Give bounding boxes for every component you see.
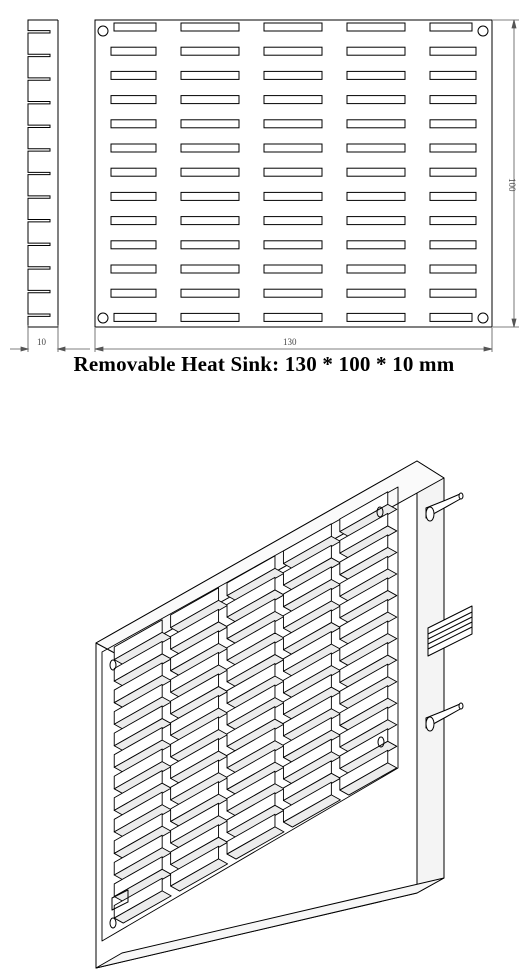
fin-slot <box>264 96 322 104</box>
fin-slot <box>181 96 239 104</box>
fin-slot <box>264 192 322 200</box>
mount-hole-top-left <box>98 26 108 36</box>
fin-slot <box>347 96 405 104</box>
thickness-label: 10 <box>37 337 46 347</box>
fin-slot <box>111 217 156 225</box>
fin-slots <box>111 23 476 321</box>
fin-slot <box>181 144 239 152</box>
fin-slot <box>181 313 239 321</box>
fin-slot <box>264 168 322 176</box>
fin-slot <box>114 23 156 31</box>
fin-slot <box>111 96 156 104</box>
side-view <box>28 20 58 327</box>
fin-slot <box>181 241 239 249</box>
fin-slot <box>347 265 405 273</box>
fin-slot <box>181 23 239 31</box>
fin-slot <box>111 265 156 273</box>
fin-slot <box>430 289 476 297</box>
fin-slot <box>430 217 476 225</box>
fin-slot <box>430 23 472 31</box>
mount-hole-bottom-left <box>98 313 108 323</box>
fin-slot <box>264 241 322 249</box>
fin-slot <box>111 192 156 200</box>
fin-slot <box>430 241 476 249</box>
fin-slot <box>430 47 476 55</box>
fin-slot <box>181 47 239 55</box>
fin-slot <box>181 265 239 273</box>
fin-slot <box>181 217 239 225</box>
side-view-profile <box>28 20 58 327</box>
fin-slot <box>264 289 322 297</box>
thickness-dimension <box>10 325 90 352</box>
height-label: 100 <box>507 178 517 192</box>
fin-slot <box>181 120 239 128</box>
fin-slot <box>111 71 156 79</box>
fin-slot <box>111 289 156 297</box>
fin-slot <box>430 192 476 200</box>
fin-slot <box>111 241 156 249</box>
front-view <box>95 20 492 327</box>
mount-hole-top-right <box>478 26 488 36</box>
fin-slot <box>264 217 322 225</box>
isometric-view <box>96 461 472 968</box>
fin-slot <box>430 265 476 273</box>
fin-slot <box>114 313 156 321</box>
fin-slot <box>264 47 322 55</box>
fin-slot <box>111 120 156 128</box>
fin-slot <box>264 120 322 128</box>
fin-slot <box>111 168 156 176</box>
fin-slot <box>347 144 405 152</box>
fin-slot <box>430 96 476 104</box>
front-view-outline <box>95 20 492 327</box>
fin-slot <box>430 71 476 79</box>
fin-slot <box>111 144 156 152</box>
fin-slot <box>264 144 322 152</box>
fin-slot <box>181 168 239 176</box>
plate-side-face <box>417 461 444 893</box>
fin-slot <box>181 192 239 200</box>
fin-slot <box>181 289 239 297</box>
fin-slot <box>347 168 405 176</box>
fin-slot <box>181 71 239 79</box>
fin-slot <box>264 71 322 79</box>
fin-slot <box>347 313 405 321</box>
fin-slot <box>347 47 405 55</box>
fin-slot <box>347 289 405 297</box>
height-dimension <box>493 20 519 327</box>
mount-hole-bottom-right <box>478 313 488 323</box>
fin-slot <box>430 168 476 176</box>
fin-slot <box>430 313 472 321</box>
caption-title: Removable Heat Sink: 130 * 100 * 10 mm <box>73 352 455 376</box>
fin-slot <box>430 144 476 152</box>
width-label: 130 <box>283 337 297 347</box>
fin-slot <box>430 120 476 128</box>
fin-slot <box>264 23 322 31</box>
fin-slot <box>347 217 405 225</box>
fin-slot <box>264 313 322 321</box>
fin-slot <box>347 23 405 31</box>
fin-slot <box>111 47 156 55</box>
fin-slot <box>347 192 405 200</box>
fin-slot <box>347 241 405 249</box>
fin-slot <box>347 71 405 79</box>
fin-slot <box>347 120 405 128</box>
fin-slot <box>264 265 322 273</box>
